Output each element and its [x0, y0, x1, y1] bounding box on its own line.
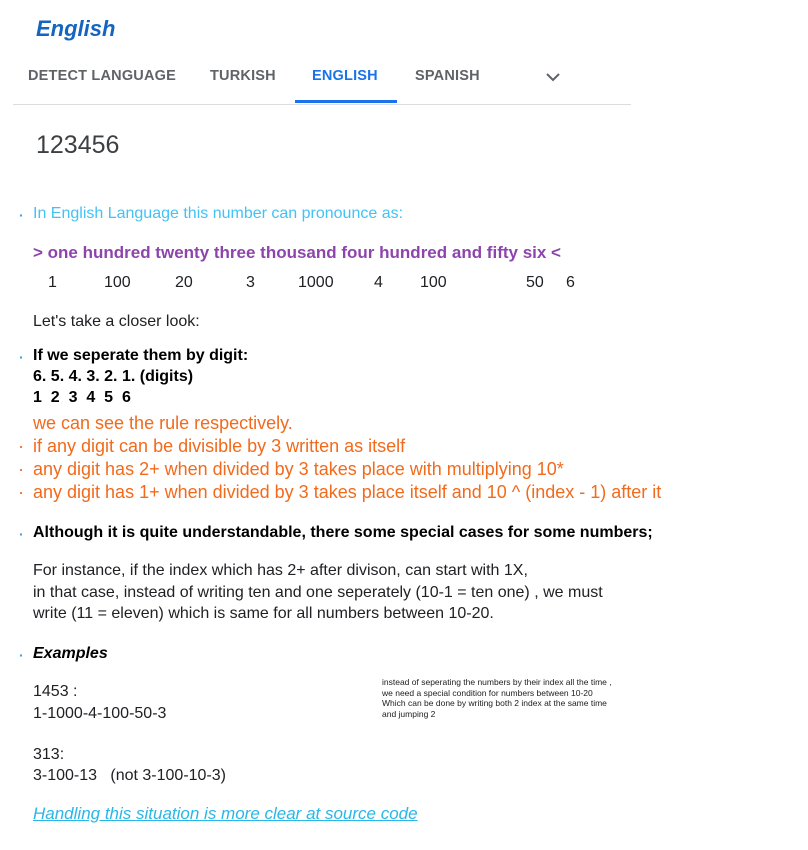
digit-line: 1 2 3 4 5 6: [33, 389, 131, 406]
special-line: For instance, if the index which has 2+ after divison, can start with 1X,: [33, 562, 528, 579]
bullet-icon: ·: [19, 526, 24, 542]
note-line: we need a special condition for numbers between 10-20: [382, 687, 593, 698]
active-tab-indicator: [295, 100, 397, 103]
bullet-icon: ·: [18, 482, 24, 502]
number-row-item: 1: [48, 274, 57, 291]
number-row-item: 100: [104, 274, 131, 291]
special-line: in that case, instead of writing ten and one seperately (10-1 = ten one) , we must: [33, 584, 603, 601]
closer-look-text: Let's take a closer look:: [33, 313, 200, 330]
example-value: 3-100-13 (not 3-100-10-3): [33, 767, 226, 784]
tab-english[interactable]: ENGLISH: [312, 68, 378, 84]
number-row-item: 6: [566, 274, 575, 291]
digit-heading: If we seperate them by digit:: [33, 347, 249, 364]
number-row-item: 20: [175, 274, 193, 291]
tab-turkish[interactable]: TURKISH: [210, 68, 276, 84]
example-label: 1453 :: [33, 683, 78, 700]
example-label: 313:: [33, 746, 65, 763]
number-row-item: 3: [246, 274, 255, 291]
tab-detect-language[interactable]: DETECT LANGUAGE: [28, 68, 176, 84]
digit-line: 6. 5. 4. 3. 2. 1. (digits): [33, 368, 194, 385]
special-line: write (11 = eleven) which is same for all numbers between 10-20.: [33, 605, 494, 622]
source-code-link[interactable]: Handling this situation is more clear at source code: [33, 804, 418, 823]
rule-item: any digit has 1+ when divided by 3 takes place itself and 10 ^ (index - 1) after it: [33, 482, 662, 502]
pronunciation-text: > one hundred twenty three thousand four hundred and fifty six <: [33, 243, 561, 262]
intro-text: In English Language this number can pronounce as:: [33, 205, 404, 222]
bullet-icon: ·: [19, 207, 24, 223]
rule-item: any digit has 2+ when divided by 3 takes place with multiplying 10*: [33, 459, 564, 479]
note-line: Which can be done by writing both 2 index at the same time: [382, 698, 607, 708]
tab-spanish[interactable]: SPANISH: [415, 68, 480, 84]
number-row-item: 1000: [298, 274, 334, 291]
bullet-icon: ·: [19, 349, 24, 365]
number-row-item: 100: [420, 274, 447, 291]
page-title: English: [36, 16, 116, 41]
chevron-down-icon[interactable]: [544, 69, 562, 85]
rule-item: if any digit can be divisible by 3 written as itself: [33, 436, 406, 456]
side-note: [382, 677, 612, 719]
special-heading: Although it is quite understandable, there some special cases for some numbers;: [33, 524, 653, 541]
note-line: and jumping 2: [382, 708, 436, 719]
bullet-icon: ·: [18, 436, 24, 456]
note-line: instead of seperating the numbers by their index all the time ,: [382, 677, 612, 687]
rules-intro: we can see the rule respectively.: [33, 413, 293, 433]
number-row-item: 50: [526, 274, 544, 291]
bullet-icon: ·: [18, 459, 24, 479]
examples-heading: Examples: [33, 645, 108, 662]
example-value: 1-1000-4-100-50-3: [33, 705, 167, 722]
source-number: 123456: [36, 131, 120, 159]
bullet-icon: ·: [19, 647, 24, 663]
tabs-divider: [13, 104, 631, 105]
number-row-item: 4: [374, 274, 383, 291]
